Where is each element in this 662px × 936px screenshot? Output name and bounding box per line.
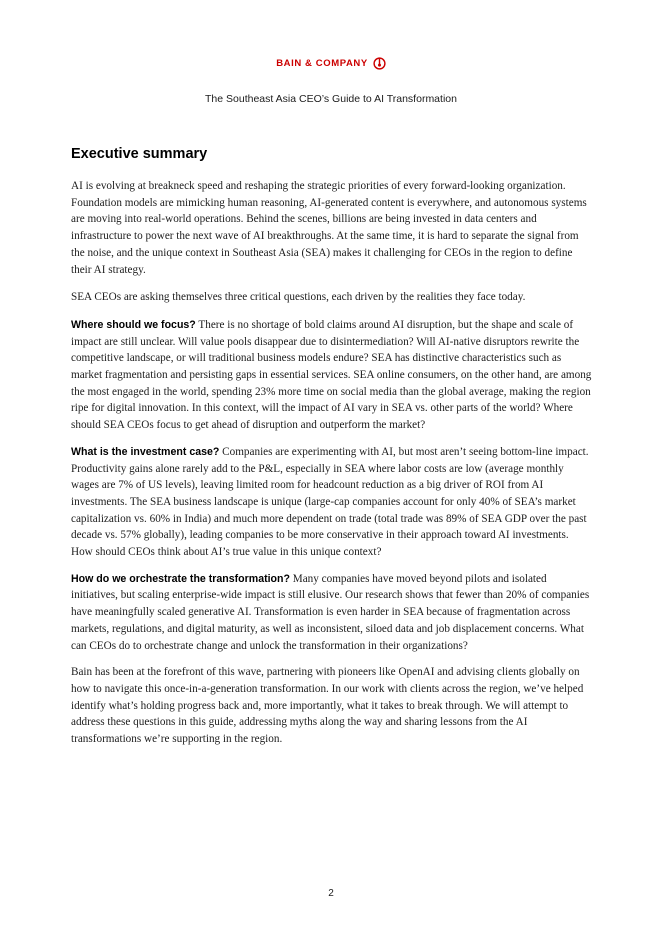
question-text: Companies are experimenting with AI, but most aren’t seeing bottom-line impact. Productivity gains alone rarely add to the P&L, especially in SEA where labor costs are low (average monthly wages are 7% of US levels), leaving limited room for headcount reduction as a big driver of ROI from AI investments. The SEA business landscape is unique (large-cap companies account for only 40% of SEA’s market capitalization vs. 60% in India) and much more dependent on trade (total trade was 89% of SEA GDP over the past decade vs. 57% globally), leading companies to be more conservative in their approach toward AI investments. How should CEOs think about AI’s true value in this unique context? [71,445,589,559]
question-lead: What is the investment case? [71,445,220,458]
questions-intro-paragraph: SEA CEOs are asking themselves three critical questions, each driven by the realities they face today. [71,291,526,304]
closing-paragraph: Bain has been at the forefront of this wave, partnering with pioneers like OpenAI and advising clients globally on how to navigate this once-in-a-generation transformation. In our work with clients across the region, we’ve helped identify what’s holding progress back and, more importantly, what it takes to break through. We will attempt to address these questions in this guide, addressing myths along the way and sharing lessons from the AI transformations we’re supporting in the region. [71,666,584,746]
question-paragraph-transformation [71,571,592,655]
question-text: Many companies have moved beyond pilots and isolated initiatives, but scaling enterprise-wide impact is still elusive. Our research shows that fewer than 20% of companies have meaningfully scaled generative AI. Transformation is even harder in SEA because of fragmentation across markets, regulations, and digital maturity, as well as inconsistent, siloed data and job displacement concerns. What can CEOs do to orchestrate change and unlock the transformation in their organizations? [71,572,590,652]
question-paragraph-investment [71,444,592,561]
brand-logo [0,57,662,70]
executive-summary-section [71,146,592,759]
question-lead: Where should we focus? [71,318,196,331]
document-subtitle: The Southeast Asia CEO’s Guide to AI Transformation [205,93,457,105]
question-paragraph-focus [71,317,592,434]
intro-paragraph: AI is evolving at breakneck speed and reshaping the strategic priorities of every forward-looking organization. Foundation models are mimicking human reasoning, AI-generated content is everywhere, and autonomous systems are moving into real-world operations. Behind the scenes, billions are being invested in data centers and infrastructure to power the next wave of AI breakthroughs. At the same time, it is hard to separate the signal from the noise, and the unique context in Southeast Asia (SEA) makes it challenging for CEOs in the region to define their AI strategy. [71,180,587,276]
brand-name: BAIN & COMPANY [276,58,368,69]
question-text: There is no shortage of bold claims around AI disruption, but the shape and scale of impact are still unclear. Will value pools disappear due to disintermediation? Will AI-native disruptors rewrite the competitive landscape, or will traditional business models endure? SEA has distinctive characteristics such as market fragmentation and persisting gaps in essential services. SEA online consumers, on the other hand, are among the most engaged in the world, spending 23% more time on social media than the global average, making the region ripe for digital innovation. In this context, will the impact of AI vary in SEA vs. other parts of the world? Where should SEA CEOs focus to get ahead of disruption and outperform the market? [71,318,592,432]
section-title: Executive summary [71,146,208,162]
question-lead: How do we orchestrate the transformation? [71,572,290,585]
page-number: 2 [328,888,334,899]
bain-logo-icon [373,57,386,70]
